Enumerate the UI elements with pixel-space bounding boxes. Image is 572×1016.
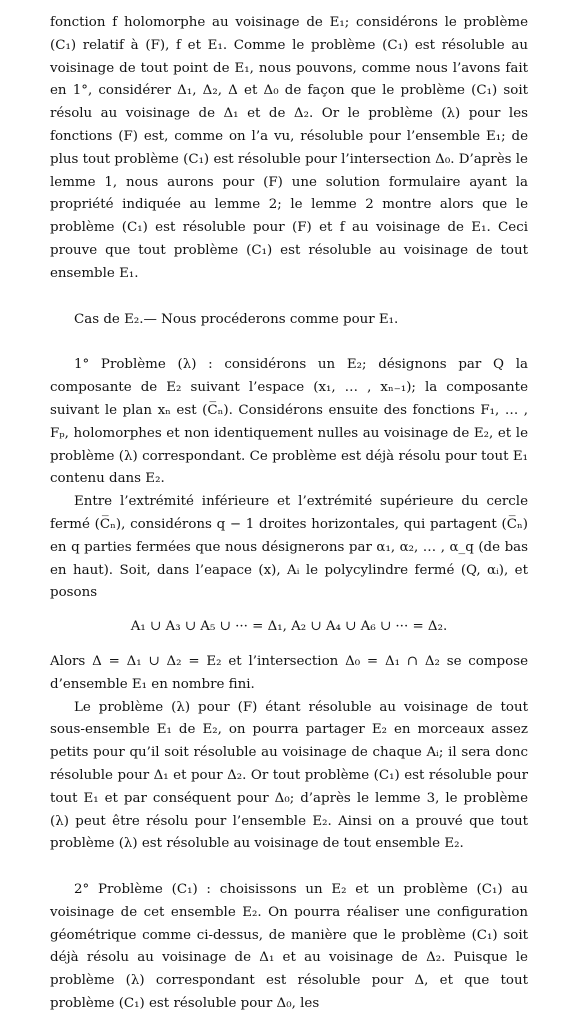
paragraph-probleme-c1: 2° Problème (C₁) : choisissons un E₂ et un problème (C₁) au voisinage de cet ensemble E₂. On pourra réaliser une configuration géométrique comme ci-dessus, de manière que le problème (C₁) soit déjà résolu au voisinage de Δ₁ et au voisinage de Δ₂. Puisque le problème (λ) correspondant est résoluble pour Δ, et que tout problème (C₁) est résoluble pour Δ₀, les: [50, 882, 528, 1012]
paragraph-intersection: Alors Δ = Δ₁ ∪ Δ₂ = E₂ et l’intersection Δ₀ = Δ₁ ∩ Δ₂ se compose d’ensemble E₁ en nombre fini.: [50, 653, 528, 692]
paragraph-cas-e2: Cas de E₂.— Nous procéderons comme pour E₁.: [74, 311, 399, 327]
paragraph-probleme-lambda: 1° Problème (λ) : considérons un E₂; désignons par Q la composante de E₂ suivant l’espace (x₁, … , xₙ₋₁); la composante suivant le plan xₙ est (C̅ₙ). Considérons ensuite des fonctions F₁, … , Fₚ, holomorphes et non identiquement nulles au voisinage de E₂, et le problème (λ) correspondant. Ce problème est déjà résolu pour tout E₁ contenu dans E₂.: [50, 357, 528, 487]
paragraph-1: fonction f holomorphe au voisinage de E₁; considérons le problème (C₁) relatif à (F), f et E₁. Comme le problème (C₁) est résoluble au voisinage de tout point de E₁, nous pouvons, comme nous l’avons fait en 1°, considérer Δ₁, Δ₂, Δ et Δ₀ de façon que le problème (C₁) soit résolu au voisinage de Δ₁ et de Δ₂. Or le problème (λ) pour les fonctions (F) est, comme on l’a vu, résoluble pour l’ensemble E₁; de plus tout problème (C₁) est résoluble pour l’intersection Δ₀. D’après le lemme 1, nous aurons pour (F) une solution formulaire ayant la propriété indiquée au lemme 2; le lemme 2 montre alors que le problème (C₁) est résoluble pour (F) et f au voisinage de E₁. Ceci prouve que tout problème (C₁) est résoluble au voisinage de tout ensemble E₁.: [50, 15, 528, 281]
paragraph-resoluble: Le problème (λ) pour (F) étant résoluble au voisinage de tout sous-ensemble E₁ de E₂, on pourra partager E₂ en morceaux assez petits pour qu’il soit résoluble au voisinage de chaque Aᵢ; il sera donc résoluble pour Δ₁ et pour Δ₂. Or tout problème (C₁) est résoluble pour tout E₁ et par conséquent pour Δ₀; d’après le lemme 3, le problème (λ) peut être résolu pour l’ensemble E₂. Ainsi on a prouvé que tout problème (λ) est résoluble au voisinage de tout ensemble E₂.: [50, 699, 528, 852]
page-body: [50, 12, 528, 1016]
paragraph-cercle-ferme: Entre l’extrémité inférieure et l’extrémité supérieure du cercle fermé (C̅ₙ), considérons q − 1 droites horizontales, qui partagent (C̅ₙ) en q parties fermées que nous désignerons par α₁, α₂, … , α_q (de bas en haut). Soit, dans l’eapace (x), Aᵢ le polycylindre fermé (Q, αᵢ), et posons: [50, 494, 528, 601]
display-equation: A₁ ∪ A₃ ∪ A₅ ∪ ··· = Δ₁, A₂ ∪ A₄ ∪ A₆ ∪ ··· = Δ₂.: [130, 619, 448, 635]
